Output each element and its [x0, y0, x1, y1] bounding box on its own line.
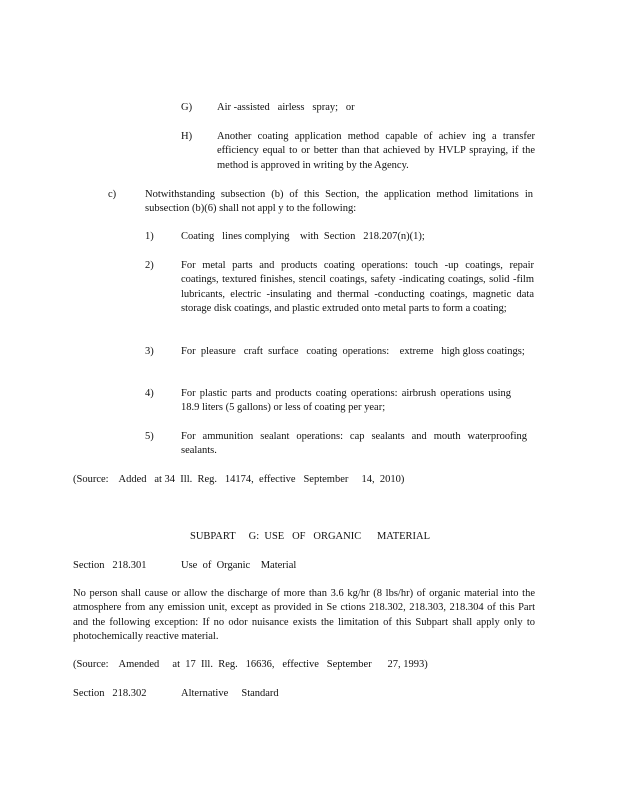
section-301-title: Use of Organic Material [181, 560, 297, 571]
c-item-2-text: For metal parts and products coating operations: touch -up coatings, repair coatings, textured finishes, stencil coatings, safety -indicating coatings, solid -film lubricants, electric -insulating and thermal -conducting coatings, magnetic data storage disk coatings, and plastic extruded onto metal parts to form a coating; [181, 260, 534, 314]
source-note-added: (Source: Added at 34 Ill. Reg. 14174, effective September 14, 2010) [73, 474, 405, 485]
c-item-1-text: Coating lines complying with Section 218.207(n)(1); [181, 231, 425, 242]
section-301-number: Section 218.301 [73, 560, 147, 571]
c-item-4-text: For plastic parts and products coating operations: airbrush operations using 18.9 liters (5 gallons) or less of coating per year; [181, 388, 511, 414]
section-302-number: Section 218.302 [73, 688, 147, 699]
c-item-4-label: 4) [145, 388, 154, 399]
c-item-2-label: 2) [145, 260, 154, 271]
item-g-text: Air -assisted airless spray; or [217, 102, 355, 113]
c-item-5-label: 5) [145, 431, 154, 442]
subsection-c-label: c) [108, 189, 117, 200]
section-301-paragraph: No person shall cause or allow the discharge of more than 3.6 kg/hr (8 lbs/hr) of organic material into the atmosphere from any emission unit, except as provided in Se ctions 218.302, 218.303, 218.304 of this Part and the following exception: If no odor nuisance exists the limitation of this Subpart shall apply only to photochemically reactive material. [73, 588, 535, 642]
item-g-label: G) [181, 102, 193, 113]
subsection-c-text: Notwithstanding subsection (b) of this Section, the application method limitations in subsection (b)(6) shall not appl y to the following: [145, 189, 533, 215]
c-item-3-text: For pleasure craft surface coating operations: extreme high gloss coatings; [181, 346, 525, 357]
c-item-1-label: 1) [145, 231, 154, 242]
item-h-label: H) [181, 131, 193, 142]
c-item-3-label: 3) [145, 346, 154, 357]
c-item-5-text: For ammunition sealant operations: cap sealants and mouth waterproofing sealants. [181, 431, 527, 457]
subpart-heading: SUBPART G: USE OF ORGANIC MATERIAL [190, 531, 431, 542]
item-h-text: Another coating application method capable of achiev ing a transfer efficiency equal to or better than that achieved by HVLP spraying, if the method is approved in writing by the Agency. [217, 131, 535, 171]
source-note-amended: (Source: Amended at 17 Ill. Reg. 16636, effective September 27, 1993) [73, 659, 428, 670]
section-302-title: Alternative Standard [181, 688, 279, 699]
